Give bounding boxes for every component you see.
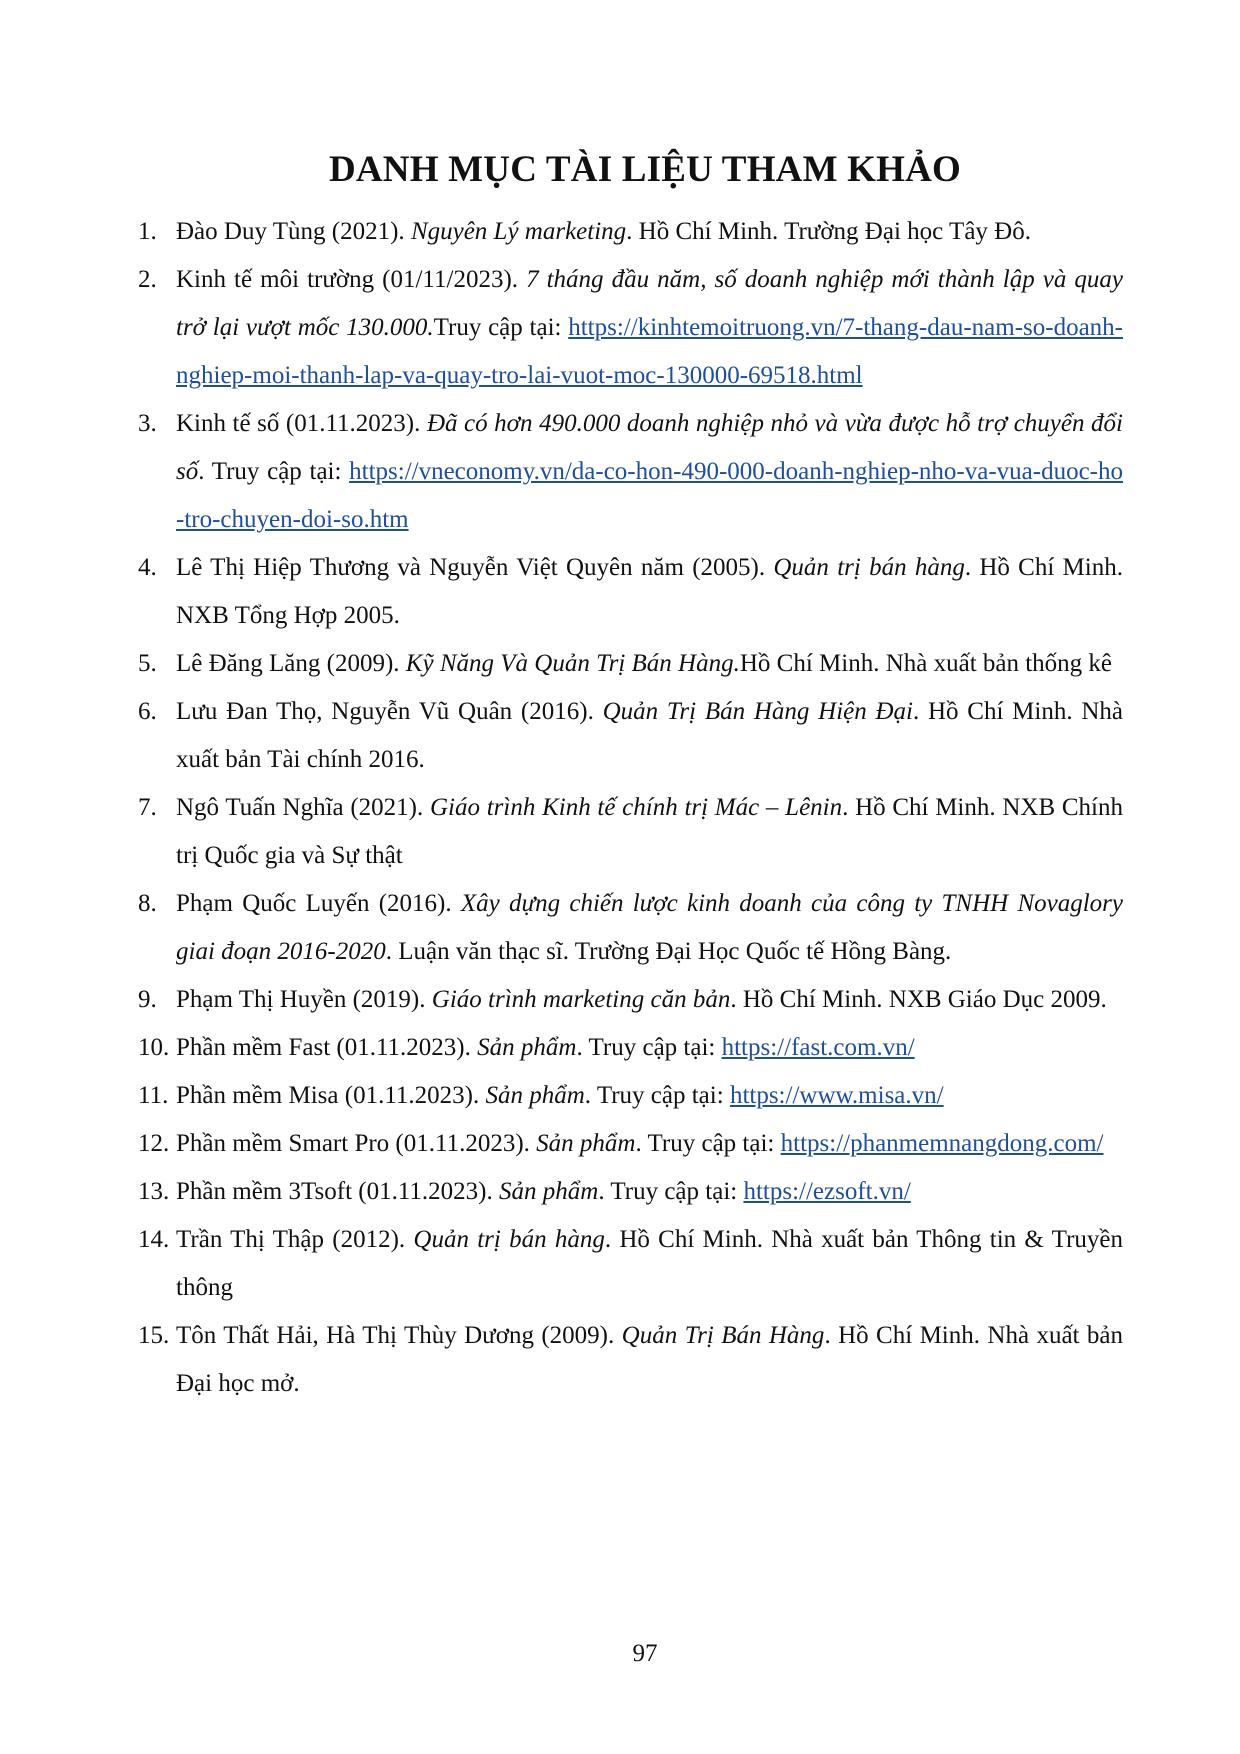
reference-number: 11. (138, 1082, 169, 1109)
reference-source: . Truy cập tại: (198, 458, 350, 485)
reference-item (138, 1120, 1123, 1168)
reference-number: 3. (138, 410, 157, 437)
reference-number: 10. (138, 1034, 170, 1061)
reference-number: 6. (138, 698, 157, 725)
reference-title: Sản phẩm (536, 1130, 636, 1157)
reference-author: Lê Đăng Lăng (2009). (176, 650, 406, 677)
reference-source: . Truy cập tại: (598, 1178, 744, 1205)
reference-item (138, 544, 1123, 640)
reference-author: Phạm Thị Huyền (2019). (176, 986, 432, 1013)
reference-source: . Hồ Chí Minh. NXB Tổng Hợp 2005. (176, 554, 1123, 629)
reference-source: . Hồ Chí Minh. Nhà xuất bản Thông tin & Truyền thông (176, 1226, 1123, 1301)
reference-source: . Hồ Chí Minh. Trường Đại học Tây Đô. (626, 218, 1031, 245)
reference-author: Phần mềm Smart Pro (01.11.2023). (176, 1130, 537, 1157)
reference-number: 14. (138, 1226, 170, 1253)
reference-author: Lưu Đan Thọ, Nguyễn Vũ Quân (2016). (176, 698, 603, 725)
reference-source: . Hồ Chí Minh. Nhà xuất bản Tài chính 2016. (176, 698, 1123, 773)
reference-source: . Hồ Chí Minh. NXB Giáo Dục 2009. (730, 986, 1107, 1013)
reference-item (138, 640, 1123, 688)
reference-author: Phần mềm Misa (01.11.2023). (176, 1082, 486, 1109)
reference-author: Đào Duy Tùng (2021). (176, 218, 411, 245)
reference-number: 5. (138, 650, 157, 677)
reference-number: 1. (138, 218, 157, 245)
reference-item (138, 880, 1123, 976)
reference-link[interactable]: https://ezsoft.vn/ (743, 1178, 911, 1205)
reference-title: Sản phẩm (477, 1034, 577, 1061)
reference-item (138, 1024, 1123, 1072)
reference-author: Lê Thị Hiệp Thương và Nguyễn Việt Quyên năm (2005). (176, 554, 774, 581)
reference-author: Tôn Thất Hải, Hà Thị Thùy Dương (2009). (176, 1322, 622, 1349)
reference-link[interactable]: https://phanmemnangdong.com/ (780, 1130, 1104, 1157)
reference-link[interactable]: https://vneconomy.vn/da-co-hon-490-000-doanh-nghiep-nho-va-vua-duoc-ho-tro-chuyen-doi-so.htm (176, 458, 1123, 533)
reference-source: . Hồ Chí Minh. Nhà xuất bản Đại học mở. (176, 1322, 1123, 1397)
reference-link[interactable]: https://fast.com.vn/ (721, 1034, 915, 1061)
reference-item (138, 1072, 1123, 1120)
reference-number: 4. (138, 554, 157, 581)
reference-title: Giáo trình Kinh tế chính trị Mác – Lênin (430, 794, 843, 821)
reference-source: . Truy cập tại: (576, 1034, 722, 1061)
reference-number: 15. (138, 1322, 170, 1349)
reference-item (138, 208, 1123, 256)
reference-list (138, 208, 1123, 1408)
reference-title: Quản trị bán hàng (773, 554, 965, 581)
reference-title: Đã có hơn 490.000 doanh nghiệp nhỏ và vừa được hỗ trợ chuyển đổi số (176, 410, 1123, 485)
page-title: DANH MỤC TÀI LIỆU THAM KHẢO (328, 149, 962, 190)
reference-source: . Luận văn thạc sĩ. Trường Đại Học Quốc tế Hồng Bàng. (385, 938, 952, 965)
reference-item (138, 1216, 1123, 1312)
reference-title: Sản phẩm (499, 1178, 599, 1205)
reference-number: 12. (138, 1130, 170, 1157)
reference-item (138, 400, 1123, 544)
reference-author: Phần mềm 3Tsoft (01.11.2023). (176, 1178, 499, 1205)
reference-author: Trần Thị Thập (2012). (176, 1226, 414, 1253)
reference-title: Kỹ Năng Và Quản Trị Bán Hàng. (405, 650, 740, 677)
reference-number: 8. (138, 890, 157, 917)
reference-item (138, 1312, 1123, 1408)
reference-author: Ngô Tuấn Nghĩa (2021). (176, 794, 430, 821)
reference-number: 7. (138, 794, 157, 821)
reference-item (138, 256, 1123, 400)
reference-author: Kinh tế môi trường (01/11/2023). (176, 266, 527, 293)
reference-author: Phạm Quốc Luyến (2016). (176, 890, 461, 917)
reference-title: Sản phẩm (485, 1082, 585, 1109)
reference-author: Phần mềm Fast (01.11.2023). (176, 1034, 478, 1061)
reference-source: . Truy cập tại: (584, 1082, 730, 1109)
reference-title: Giáo trình marketing căn bản (431, 986, 731, 1013)
reference-source: . Hồ Chí Minh. NXB Chính trị Quốc gia và Sự thật (176, 794, 1123, 869)
reference-source: Truy cập tại: (433, 314, 569, 341)
reference-number: 9. (138, 986, 157, 1013)
reference-number: 13. (138, 1178, 170, 1205)
reference-source: . Truy cập tại: (635, 1130, 781, 1157)
reference-title: Quản Trị Bán Hàng (621, 1322, 825, 1349)
reference-title: Nguyên Lý marketing (410, 218, 627, 245)
reference-title: 7 tháng đầu năm, số doanh nghiệp mới thành lập và quay trở lại vượt mốc 130.000. (176, 266, 1123, 341)
reference-item (138, 1168, 1123, 1216)
reference-title: Xây dựng chiến lược kinh doanh của công ty TNHH Novaglory giai đoạn 2016-2020 (176, 890, 1123, 965)
reference-title: Quản Trị Bán Hàng Hiện Đại (602, 698, 913, 725)
reference-source: Hồ Chí Minh. Nhà xuất bản thống kê (739, 650, 1113, 677)
reference-title: Quản trị bán hàng (413, 1226, 605, 1253)
reference-link[interactable]: https://kinhtemoitruong.vn/7-thang-dau-nam-so-doanh-nghiep-moi-thanh-lap-va-quay-tro-lai-vuot-moc-130000-69518.html (176, 314, 1123, 389)
reference-number: 2. (138, 266, 157, 293)
reference-item (138, 784, 1123, 880)
reference-item (138, 976, 1123, 1024)
reference-author: Kinh tế số (01.11.2023). (176, 410, 427, 437)
reference-link[interactable]: https://www.misa.vn/ (729, 1082, 944, 1109)
page-number: 97 (632, 1640, 658, 1667)
reference-item (138, 688, 1123, 784)
